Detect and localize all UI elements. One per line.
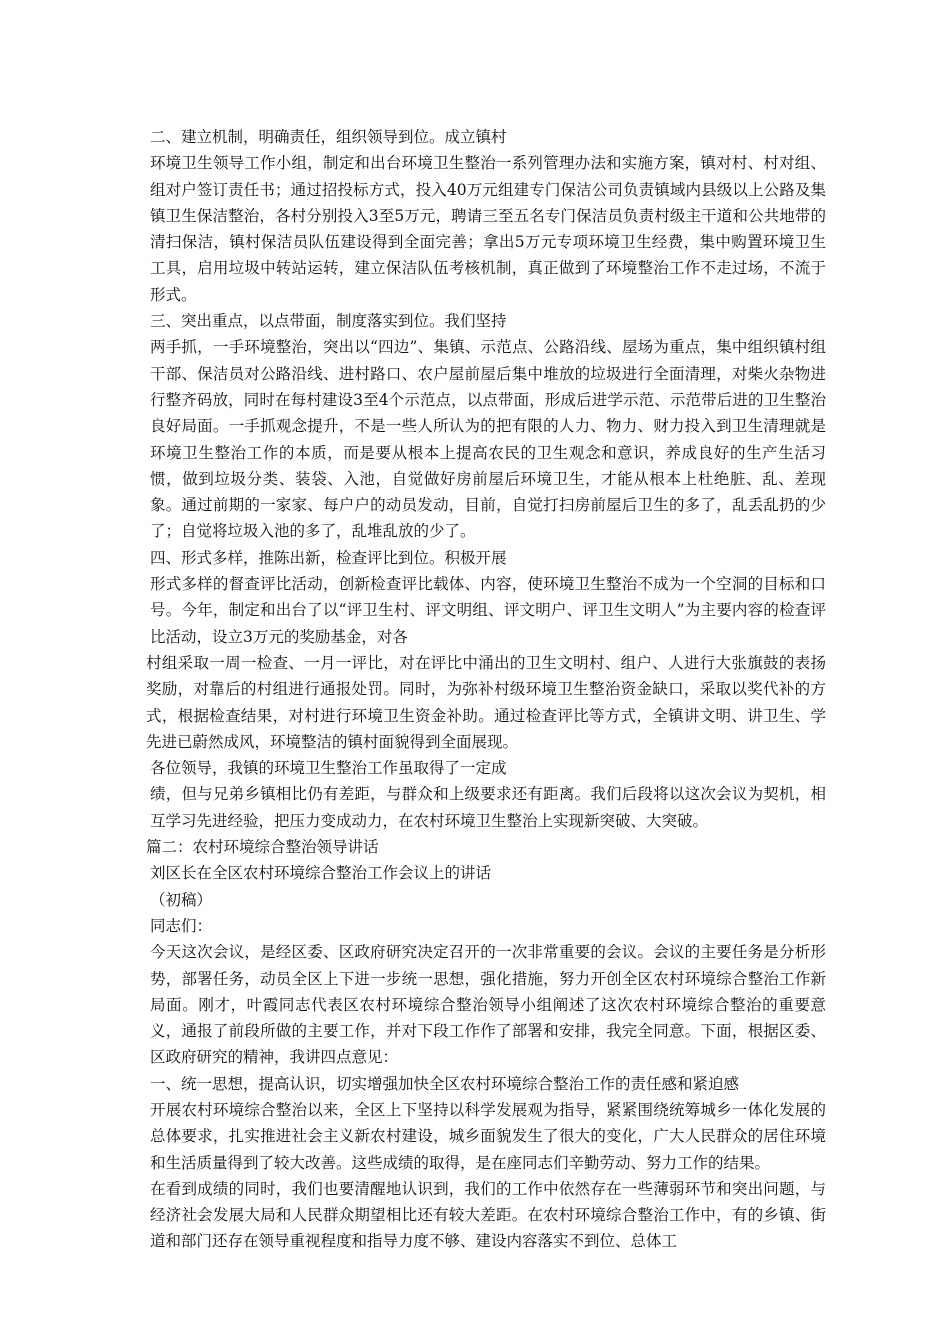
paragraph: 两手抓，一手环境整治，突出以“四边”、集镇、示范点、公路沿线、屋场为重点，集中组织镇村组干部、保洁员对公路沿线、进村路口、农户屋前屋后集中堆放的垃圾进行全面清理，对柴火杂物进行整齐码放，同时在每村建设3至4个示范点，以点带面，形成后进学示范、示范带后进的卫生整治良好局面。一手抓观念提升，不是一些人所认为的把有限的人力、物力、财力投入到卫生清理就是环境卫生整治工作的本质，而是要从根本上提高农民的卫生观念和意识，养成良好的生产生活习惯，做到垃圾分类、装袋、入池，自觉做好房前屋后环境卫生，才能从根本上杜绝脏、乱、差现象。通过前期的一家家、每户户的动员发动，目前，自觉打扫房前屋后卫生的多了，乱丢乱扔的少了；自觉将垃圾入池的多了，乱堆乱放的少了。 <box>150 338 826 541</box>
document-body <box>146 124 826 1255</box>
paragraph: 各位领导，我镇的环境卫生整治工作虽取得了一定成 <box>150 759 507 778</box>
paragraph: 今天这次会议，是经区委、区政府研究决定召开的一次非常重要的会议。会议的主要任务是分析形势，部署任务，动员全区上下进一步统一思想，强化措施，努力开创全区农村环境综合整治工作新局面。刚才，叶霞同志代表区农村环境综合整治领导小组阐述了这次农村环境综合整治的重要意义，通报了前段所做的主要工作，并对下段工作作了部署和安排，我完全同意。下面，根据区委、区政府研究的精神，我讲四点意见： <box>150 943 826 1067</box>
article-title: 篇二：农村环境综合整治领导讲话 <box>146 838 379 857</box>
speech-title: 刘区长在全区农村环境综合整治工作会议上的讲话 <box>150 864 492 883</box>
section-heading-4: 四、形式多样，推陈出新，检查评比到位。积极开展 <box>150 548 507 567</box>
draft-note: （初稿） <box>150 890 213 909</box>
paragraph: 开展农村环境综合整治以来，全区上下坚持以科学发展观为指导，紧紧围绕统筹城乡一体化发展的总体要求，扎实推进社会主义新农村建设，城乡面貌发生了很大的变化，广大人民群众的居住环境和生活质量得到了较大改善。这些成绩的取得，是在座同志们辛勤劳动、努力工作的结果。 <box>150 1100 826 1172</box>
section-heading-2: 二、建立机制，明确责任，组织领导到位。成立镇村 <box>150 128 507 146</box>
paragraph: 环境卫生领导工作小组，制定和出台环境卫生整治一系列管理办法和实施方案，镇对村、村对组、组对户签订责任书；通过招投标方式，投入40万元组建专门保洁公司负责镇域内县级以上公路及集镇卫生保洁整治，各村分别投入3至5万元，聘请三至五名专门保洁员负责村级主干道和公共地带的清扫保洁，镇村保洁员队伍建设得到全面完善；拿出5万元专项环境卫生经费，集中购置环境卫生工具，启用垃圾中转站运转，建立保洁队伍考核机制，真正做到了环境整治工作不走过场，不流于形式。 <box>150 154 826 304</box>
paragraph: 村组采取一周一检查、一月一评比，对在评比中涌出的卫生文明村、组户、人进行大张旗鼓的表扬奖励，对靠后的村组进行通报处罚。同时，为弥补村级环境卫生整治资金缺口，采取以奖代补的方式，根据检查结果，对村进行环境卫生资金补助。通过检查评比等方式，全镇讲文明、讲卫生、学先进已蔚然成风，环境整洁的镇村面貌得到全面展现。 <box>146 653 826 751</box>
section-heading-3: 三、突出重点，以点带面，制度落实到位。我们坚持 <box>150 312 507 331</box>
paragraph: 绩，但与兄弟乡镇相比仍有差距，与群众和上级要求还有距离。我们后段将以这次会议为契机，相互学习先进经验，把压力变成动力，在农村环境卫生整治上实现新突破、大突破。 <box>150 785 826 830</box>
section-heading-1: 一、统一思想，提高认识，切实增强加快全区农村环境综合整治工作的责任感和紧迫感 <box>150 1074 740 1093</box>
paragraph: 形式多样的督查评比活动，创新检查评比载体、内容，使环境卫生整治不成为一个空洞的目标和口号。今年，制定和出台了以“评卫生村、评文明组、评文明户、评卫生文明人”为主要内容的检查评比活动，设立3万元的奖励基金，对各 <box>150 575 826 646</box>
paragraph: 在看到成绩的同时，我们也要清醒地认识到，我们的工作中依然存在一些薄弱环节和突出问题，与经济社会发展大局和人民群众期望相比还有较大差距。在农村环境综合整治工作中，有的乡镇、街道和部门还存在领导重视程度和指导力度不够、建设内容落实不到位、总体工 <box>150 1179 826 1251</box>
salutation: 同志们： <box>150 916 213 935</box>
